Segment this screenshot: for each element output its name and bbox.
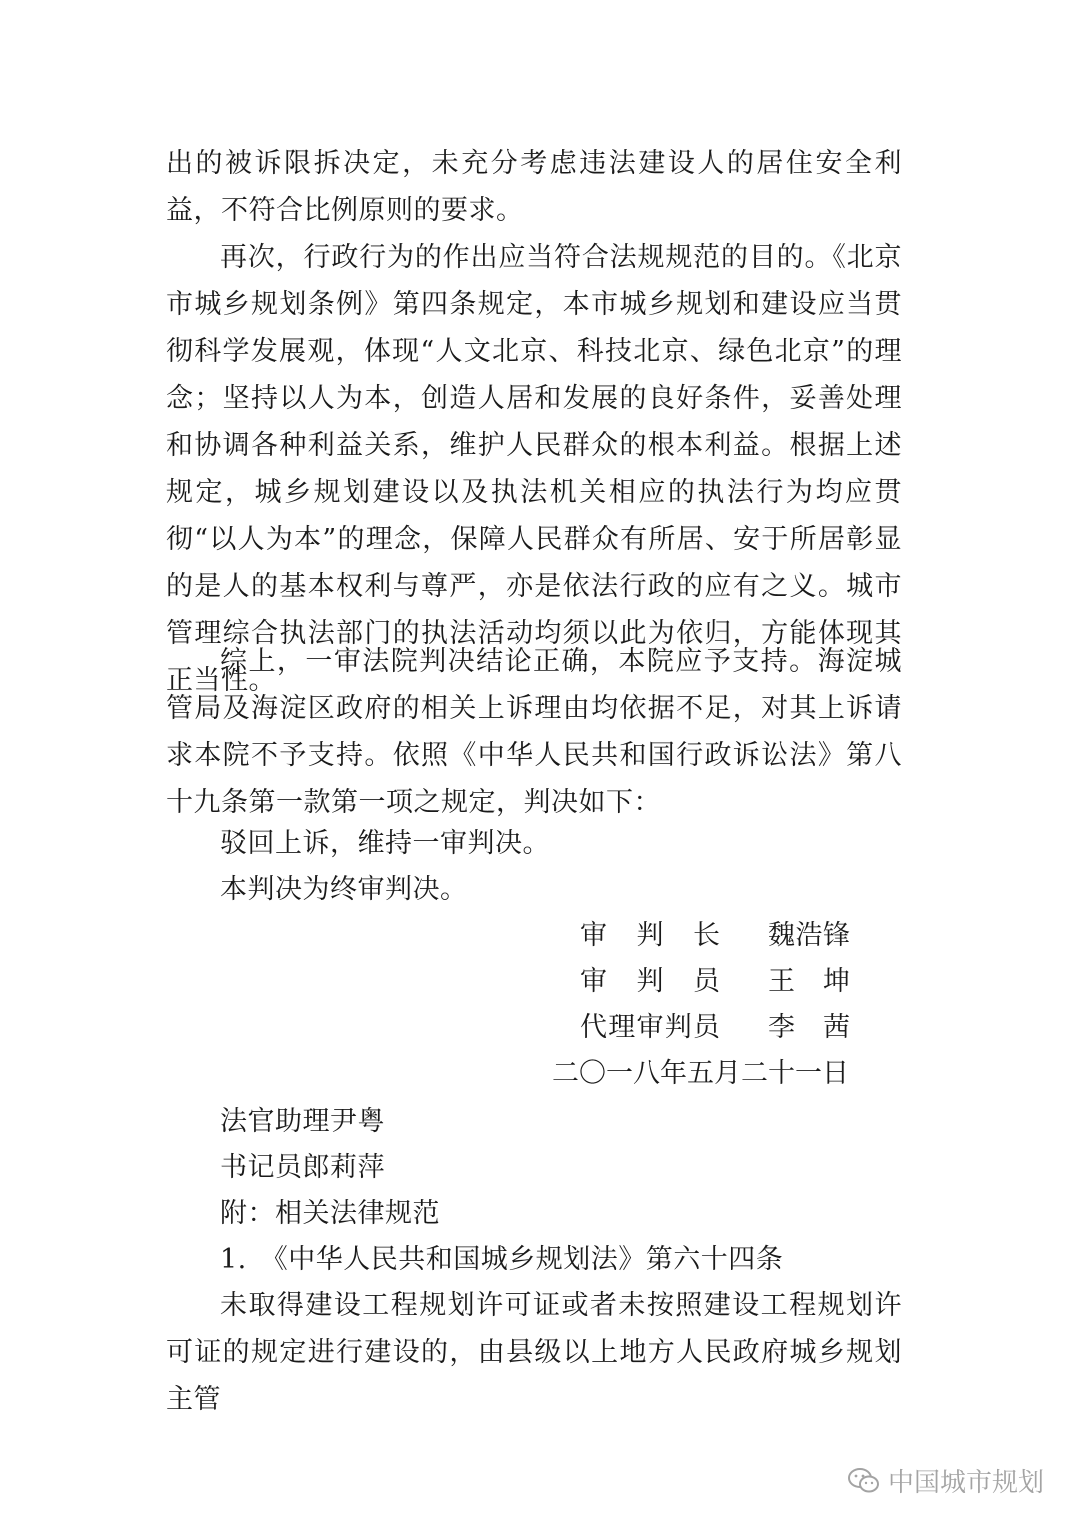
paragraph-2: 再次，行政行为的作出应当符合法规规范的目的。《北京市城乡规划条例》第四条规定，本市城乡规划和建设应当贯彻科学发展观，体现“人文北京、科技北京、绿色北京”的理念；坚持以人为本，创造人居和发展的良好条件，妥善处理和协调各种利益关系，维护人民群众的根本利益。根据上述规定，城乡规划建设以及执法机关相应的执法行为均应贯彻“以人为本”的理念，保障人民群众有所居、安于所居彰显的是人的基本权利与尊严，亦是依法行政的应有之义。城市管理综合执法部门的执法活动均须以此为依归，方能体现其正当性。 — [166, 242, 902, 696]
paragraph-3: 综上，一审法院判决结论正确，本院应予支持。海淀城管局及海淀区政府的相关上诉理由均依据不足，对其上诉请求本院不予支持。依照《中华人民共和国行政诉讼法》第八十九条第一款第一项之规定，判决如下： — [166, 646, 902, 818]
signature-name-acting-judge: 李茜 — [768, 1012, 850, 1043]
watermark-text: 中国城市规划 — [887, 1468, 1044, 1498]
signature-role-judge: 审判员 — [580, 966, 720, 997]
judge-assistant-line: 法官助理尹粤 — [220, 1106, 385, 1137]
signature-role-acting-judge: 代理审判员 — [580, 1012, 720, 1043]
paragraph-1: 出的被诉限拆决定，未充分考虑违法建设人的居住安全利益，不符合比例原则的要求。 — [166, 148, 902, 226]
appendix-heading: 附：相关法律规范 — [220, 1198, 440, 1229]
verdict-line: 驳回上诉，维持一审判决。 — [220, 828, 550, 859]
appendix-item-title: 1. 《中华人民共和国城乡规划法》第六十四条 — [220, 1244, 784, 1275]
court-clerk-line: 书记员郎莉萍 — [220, 1152, 385, 1183]
watermark — [848, 1462, 1044, 1499]
final-judgment-line: 本判决为终审判决。 — [220, 874, 468, 905]
appendix-item-text: 未取得建设工程规划许可证或者未按照建设工程规划许可证的规定进行建设的，由县级以上地方人民政府城乡规划主管 — [166, 1290, 902, 1415]
signature-role-chief-judge: 审判长 — [580, 920, 720, 951]
wechat-icon — [848, 1467, 880, 1495]
signature-name-chief-judge: 魏浩锋 — [768, 920, 850, 951]
signature-name-judge: 王坤 — [768, 966, 850, 997]
judgment-date: 二〇一八年五月二十一日 — [552, 1058, 849, 1089]
